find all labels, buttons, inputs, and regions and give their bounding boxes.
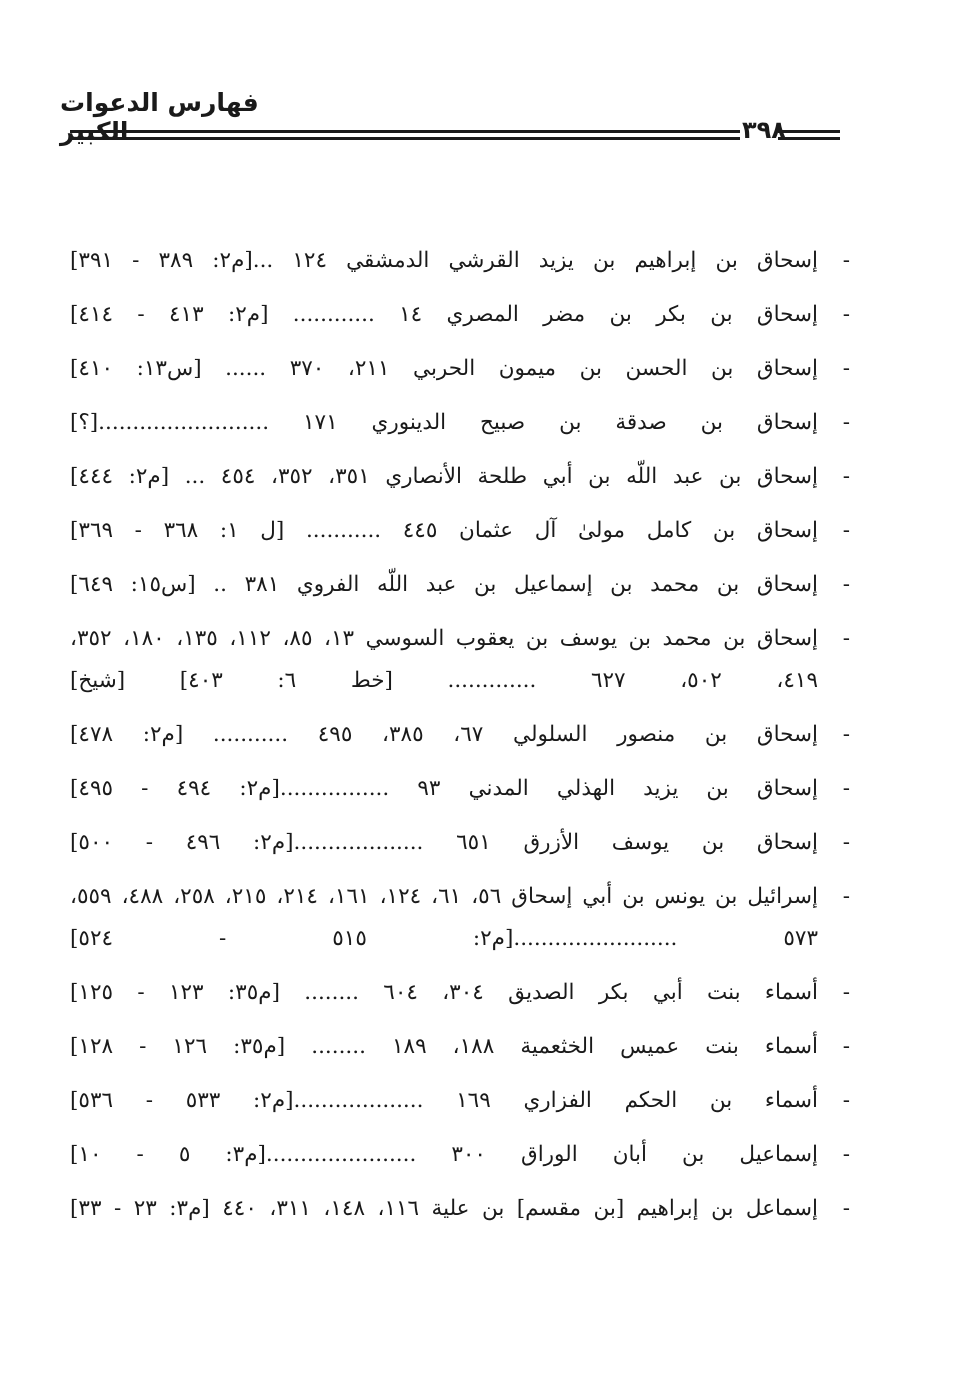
entry-text: إسحاق بن بكر بن مضر المصري ١٤ ............ [م٢: ٤١٣ - ٤١٤]	[70, 302, 819, 327]
entry-dash: -	[842, 1196, 850, 1221]
entry-text: إسحاق بن محمد بن يوسف بن يعقوب السوسي ١٣، ٨٥، ١١٢، ١٣٥، ١٨٠، ٣٥٢، ٤١٩، ٥٠٢، ٦٢٧ ............. [خط ٦: ٤٠٣] [شيخ]	[70, 626, 819, 693]
header-rule-left	[70, 130, 740, 140]
index-entry	[70, 822, 850, 864]
entry-dash: -	[842, 776, 850, 801]
index-entry	[70, 510, 850, 552]
index-entry	[70, 618, 850, 702]
entry-text: أسماء بن الحكم الفزاري ١٦٩ ...................[م٢: ٥٣٣ - ٥٣٦]	[70, 1088, 818, 1113]
entry-text: إسحاق بن يزيد الهذلي المدني ٩٣ ................[م٢: ٤٩٤ - ٤٩٥]	[70, 776, 819, 801]
entry-text: إسحاق بن كامل مولىٰ آل عثمان ٤٤٥ ........... [ل ١: ٣٦٨ - ٣٦٩]	[70, 518, 818, 543]
entry-dash: -	[842, 626, 850, 651]
header-rule-right	[778, 130, 840, 140]
entry-dash: -	[842, 980, 850, 1005]
entry-text: أسماء بنت أبي بكر الصديق ٣٠٤، ٦٠٤ ........ [م٣٥: ١٢٣ - ١٢٥]	[70, 980, 818, 1005]
index-entry	[70, 564, 850, 606]
entry-text: إسماعل بن إبراهيم [بن مقسم] بن علية ١١٦، ١٤٨، ٣١١، ٤٤٠ [م٣: ٢٣ - ٣٣]	[70, 1196, 818, 1221]
entry-dash: -	[842, 410, 850, 435]
entry-text: أسماء بنت عميس الخثعمية ١٨٨، ١٨٩ ........ [م٣٥: ١٢٦ - ١٢٨]	[70, 1034, 819, 1059]
running-title: فهارس الدعوات الكبير	[60, 88, 259, 146]
page-number: ٣٩٨	[742, 116, 786, 144]
entry-text: إسرائيل بن يونس بن أبي إسحاق ٥٦، ٦١، ١٢٤، ١٦١، ٢١٤، ٢١٥، ٢٥٨، ٤٨٨، ٥٥٩، ٥٧٣ ........................[م٢: ٥١٥ - ٥٢٤]	[70, 884, 818, 951]
entry-text: إسحاق بن الحسن بن ميمون الحربي ٢١١، ٣٧٠ ...... [س١٣: ٤١٠]	[70, 356, 818, 381]
entry-dash: -	[842, 518, 850, 543]
index-entry	[70, 1134, 850, 1176]
entry-dash: -	[842, 830, 850, 855]
entry-dash: -	[842, 1034, 850, 1059]
index-entry	[70, 294, 850, 336]
entry-text: إسماعيل بن أبان الوراق ٣٠٠ ......................[م٣: ٥ - ١٠]	[70, 1142, 818, 1167]
index-entry	[70, 876, 850, 960]
entry-dash: -	[842, 572, 850, 597]
entry-dash: -	[842, 1088, 850, 1113]
index-entry	[70, 348, 850, 390]
entry-text: إسحاق بن صدقة بن صبيح الدينوري ١٧١ .........................[؟]	[70, 410, 818, 435]
entry-dash: -	[842, 884, 850, 909]
index-entry	[70, 1026, 850, 1068]
index-entry	[70, 240, 850, 282]
index-entry	[70, 1080, 850, 1122]
entry-dash: -	[842, 722, 850, 747]
entry-text: إسحاق بن عبد اللّه بن أبي طلحة الأنصاري ٣٥١، ٣٥٢، ٤٥٤ ... [م٢: ٤٤٤]	[70, 464, 819, 489]
index-entry	[70, 1188, 850, 1230]
index-entry	[70, 972, 850, 1014]
entry-text: إسحاق بن إبراهيم بن يزيد القرشي الدمشقي ١٢٤ ...[م٢: ٣٨٩ - ٣٩١]	[70, 248, 818, 273]
entry-dash: -	[842, 302, 850, 327]
entry-text: إسحاق بن يوسف الأزرق ٦٥١ ...................[م٢: ٤٩٦ - ٥٠٠]	[70, 830, 818, 855]
entry-dash: -	[842, 248, 850, 273]
entry-text: إسحاق بن منصور السلولي ٦٧، ٣٨٥، ٤٩٥ ........... [م٢: ٤٧٨]	[70, 722, 818, 747]
entry-text: إسحاق بن محمد بن إسماعيل بن عبد اللّه الفروي ٣٨١ .. [س١٥: ٦٤٩]	[70, 572, 818, 597]
index-entry	[70, 456, 850, 498]
index-entry	[70, 714, 850, 756]
entry-dash: -	[842, 464, 850, 489]
entry-dash: -	[842, 1142, 850, 1167]
index-entry	[70, 402, 850, 444]
index-entry-list	[70, 240, 850, 1242]
entry-dash: -	[842, 356, 850, 381]
index-entry	[70, 768, 850, 810]
